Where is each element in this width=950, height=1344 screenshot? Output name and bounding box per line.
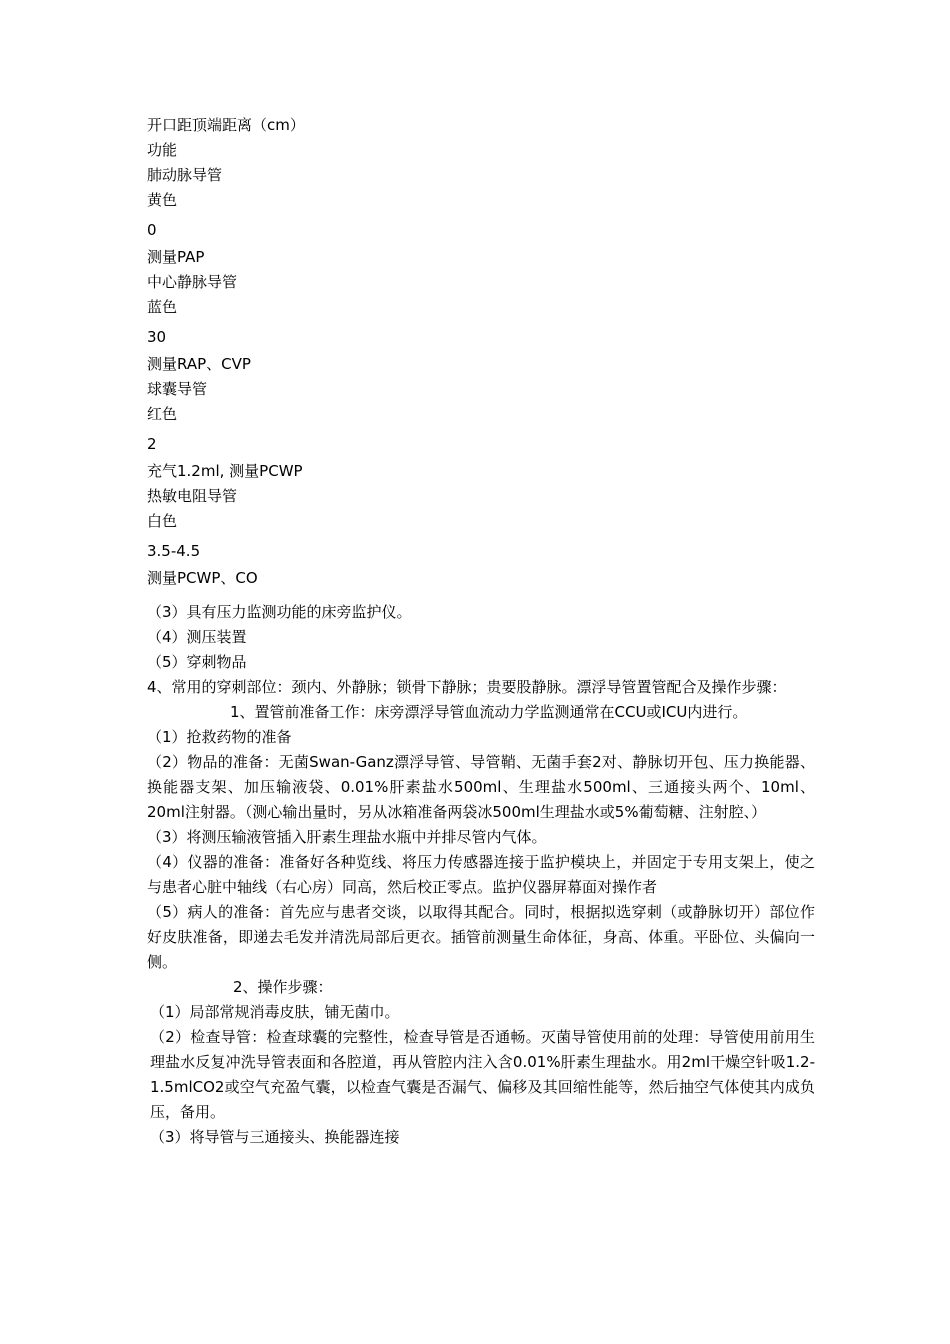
paragraph-puncture-sites: 4、常用的穿刺部位：颈内、外静脉；锁骨下静脉；贵要股静脉。漂浮导管置管配合及操作步骤：	[147, 678, 787, 696]
row1-distance: 0	[147, 221, 157, 239]
step-check-catheter: （2）检查导管：检查球囊的完整性，检查导管是否通畅。灭菌导管使用前的处理：导管使用前用生理盐水反复冲洗导管表面和各腔道，再从管腔内注入含0.01%肝素生理盐水。用2ml干燥空针吸1.2-1.5mlCO2或空气充盈气囊，以检查气囊是否漏气、偏移及其回缩性能等，然后抽空气体使其内成负压，备用。	[150, 1028, 815, 1121]
row3-function: 充气1.2ml, 测量PCWP	[147, 462, 303, 480]
table-header-distance: 开口距顶端距离（cm）	[147, 116, 305, 134]
row1-name: 肺动脉导管	[147, 166, 223, 184]
table-header-function: 功能	[147, 141, 178, 159]
paragraph-pressure-device: （4）测压装置	[147, 628, 247, 646]
row2-name: 中心静脉导管	[147, 273, 238, 291]
paragraph-supplies: （2）物品的准备：无菌Swan-Ganz漂浮导管、导管鞘、无菌手套2对、静脉切开包、压力换能器、换能器支架、加压输液袋、0.01%肝素盐水500ml、生理盐水500ml、三通接头两个、10ml、20ml注射器。（测心输出量时，另从冰箱准备两袋冰500ml生理盐水或5%葡萄糖、注射腔、）	[147, 753, 815, 821]
catheter-table	[147, 113, 817, 591]
section-heading-steps: 2、操作步骤：	[233, 978, 333, 996]
row2-function: 测量RAP、CVP	[147, 355, 251, 373]
step-disinfect: （1）局部常规消毒皮肤，铺无菌巾。	[150, 1003, 400, 1021]
paragraph-monitor: （3）具有压力监测功能的床旁监护仪。	[147, 603, 412, 621]
row3-color: 红色	[147, 405, 178, 423]
row1-color: 黄色	[147, 191, 178, 209]
row1-function: 测量PAP	[147, 248, 205, 266]
row4-name: 热敏电阻导管	[147, 487, 238, 505]
section-heading-preparation: 1、置管前准备工作：床旁漂浮导管血流动力学监测通常在CCU或ICU内进行。	[230, 703, 748, 721]
row2-color: 蓝色	[147, 298, 178, 316]
row4-function: 测量PCWP、CO	[147, 569, 258, 587]
paragraph-drugs: （1）抢救药物的准备	[147, 728, 292, 746]
paragraph-tubing: （3）将测压输液管插入肝素生理盐水瓶中并排尽管内气体。	[147, 828, 547, 846]
row3-distance: 2	[147, 435, 157, 453]
paragraph-patient: （5）病人的准备：首先应与患者交谈，以取得其配合。同时，根据拟选穿刺（或静脉切开）部位作好皮肤准备，即递去毛发并清洗局部后更衣。插管前测量生命体征，身高、体重。平卧位、头偏向一侧。	[147, 903, 815, 971]
row4-distance: 3.5-4.5	[147, 542, 201, 560]
paragraph-instruments: （4）仪器的准备：准备好各种览线、将压力传感器连接于监护模块上，并固定于专用支架上，使之与患者心脏中轴线（右心房）同高，然后校正零点。监护仪器屏幕面对操作者	[147, 853, 815, 896]
row3-name: 球囊导管	[147, 380, 208, 398]
row2-distance: 30	[147, 328, 167, 346]
step-connect: （3）将导管与三通接头、换能器连接	[150, 1128, 400, 1146]
paragraph-puncture-items: （5）穿刺物品	[147, 653, 247, 671]
row4-color: 白色	[147, 512, 178, 530]
document-body	[147, 600, 815, 1150]
